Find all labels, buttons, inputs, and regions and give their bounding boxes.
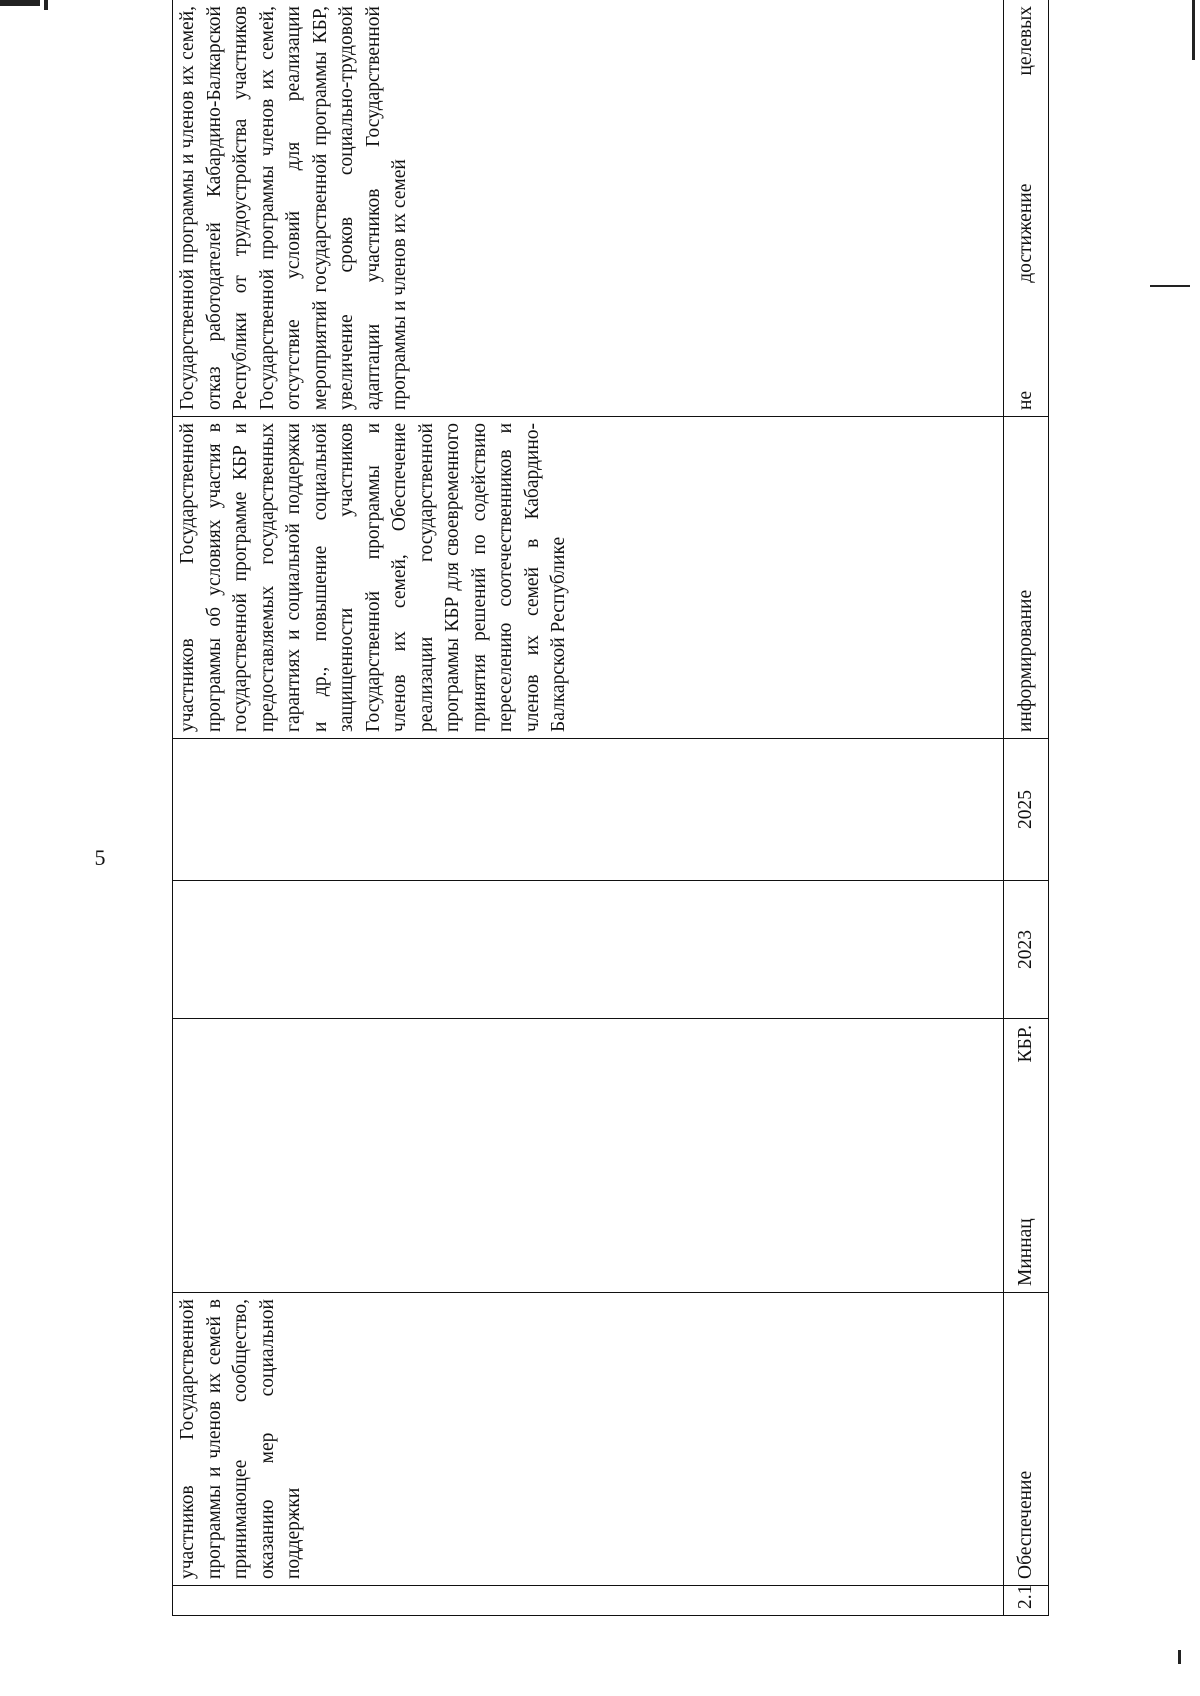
cell-end-year: 2025 <box>1004 739 1049 881</box>
cell-expected-result: участников Государственной программы об условиях участия в государственной программе КБР и предоставляемых государственных гарантиях и социальной поддержки и др., повышение социальной защищенности участников Государственной программы и членов их семей, Обеспечение реализации государственной программы КБР для своевременного принятия решений по содействию переселению соотечественников и членов их семей в Кабардино-Балкарской Республике <box>173 417 1004 739</box>
cell-number: 2.1 <box>1004 1586 1049 1616</box>
program-measures-table <box>172 0 1049 1616</box>
cell-start-year <box>173 881 1004 1019</box>
cell-responsible <box>173 1019 1004 1293</box>
cell-measure: участников Государственной программы и членов их семей в принимающее сообщество, оказанию мер социальной поддержки <box>173 1293 1004 1586</box>
page-number: 5 <box>94 845 106 870</box>
scan-artifact-top-left <box>0 0 40 6</box>
cell-responsible: Миннац КБР. <box>1004 1019 1049 1293</box>
scan-artifact-right-edge <box>1192 0 1195 60</box>
cell-start-year: 2023 <box>1004 881 1049 1019</box>
cell-end-year <box>173 739 1004 881</box>
cell-number <box>173 1586 1004 1616</box>
table-row <box>1004 0 1049 1616</box>
rotated-table-container <box>172 0 1122 1616</box>
cell-risk: не достижение целевых <box>1004 0 1049 417</box>
table-row <box>173 0 1004 1616</box>
cell-measure: Обеспечение <box>1004 1293 1049 1586</box>
scan-artifact-right-tick <box>1150 285 1190 287</box>
cell-expected-result: информирование <box>1004 417 1049 739</box>
scan-artifact-bottom-right <box>1178 1650 1181 1664</box>
cell-risk: Государственной программы и членов их семей, отказ работодателей Кабардино-Балкарской Республики от трудоустройства участников Государственной программы членов их семей, отсутствие условий для реализации мероприятий государственной программы КБР, увеличение сроков социально-трудовой адаптации участников Государственной программы и членов их семей <box>173 0 1004 417</box>
scan-artifact-top-left-2 <box>44 0 48 10</box>
